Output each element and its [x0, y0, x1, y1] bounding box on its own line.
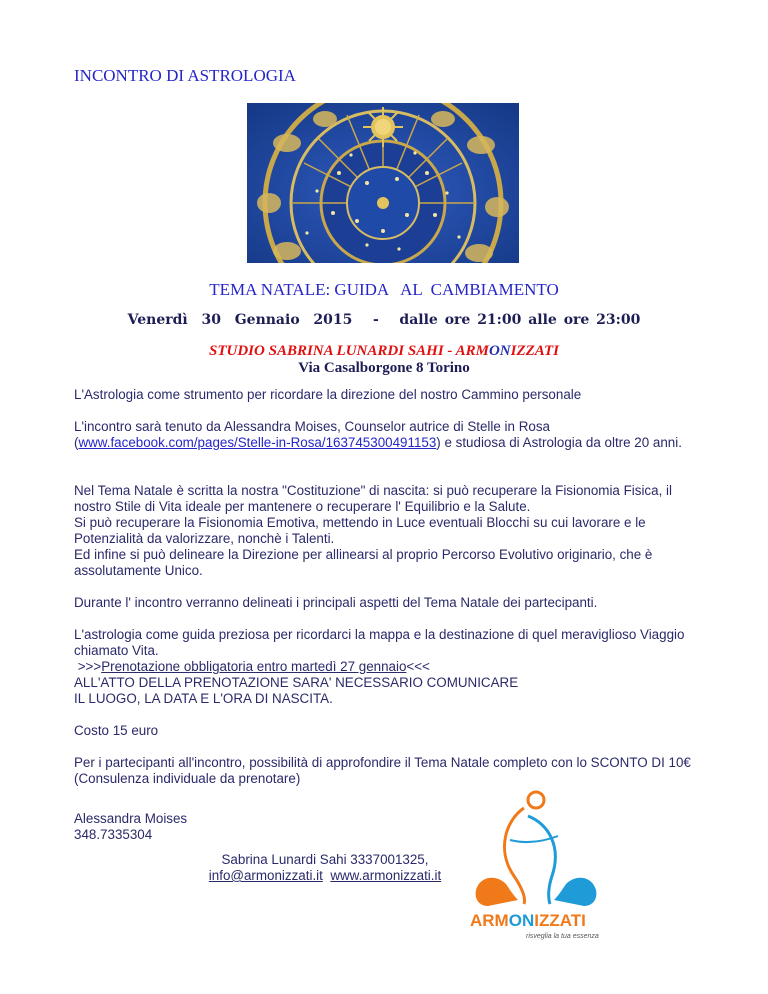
zodiac-clock-image: [247, 103, 519, 263]
website-link[interactable]: www.armonizzati.it: [330, 868, 442, 883]
svg-text:risveglia la tua essenza: risveglia la tua essenza: [526, 933, 599, 940]
contact-block: [200, 852, 450, 884]
paragraph-intro: L'Astrologia come strumento per ricordare la direzione del nostro Cammino personale: [74, 387, 582, 402]
contact-line: Sabrina Lunardi Sahi 3337001325,: [221, 852, 429, 867]
paragraph-booking: >>>Prenotazione obbligatoria entro martedì 27 gennaio<<< ALL'ATTO DELLA PRENOTAZIONE SARA' NECESSARIO COMUNICARE IL LUOGO, LA DATA E L'ORA DI NASCITA.: [74, 659, 519, 706]
paragraph-aspects: Durante l' incontro verranno delineati i principali aspetti del Tema Natale dei partecipanti.: [74, 595, 598, 610]
event-subtitle: TEMA NATALE: GUIDA AL CAMBIAMENTO: [209, 280, 559, 299]
author-name: Alessandra Moises: [74, 811, 188, 826]
author-phone: 348.7335304: [74, 827, 153, 842]
event-date: Venerdì 30 Gennaio 2015 - dalle ore 21:00 alle ore 23:00: [127, 312, 641, 328]
paragraph-discount: Per i partecipanti all'incontro, possibilità di approfondire il Tema Natale completo con lo SCONTO DI 10€ (Consulenza individuale da prenotare): [74, 755, 691, 786]
paragraph-cost: Costo 15 euro: [74, 723, 159, 738]
author-block: [74, 811, 274, 843]
paragraph-speaker: L'incontro sarà tenuto da Alessandra Moises, Counselor autrice di Stelle in Rosa (www.facebook.com/pages/Stelle-in-Rosa/163745300491153) e studiosa di Astrologia da oltre 20 anni.: [74, 419, 682, 450]
paragraph-guide: L'astrologia come guida preziosa per ricordarci la mappa e la destinazione di quel meraviglioso Viaggio chiamato Vita.: [74, 627, 685, 658]
armonizzati-logo: [466, 780, 606, 940]
email-link[interactable]: info@armonizzati.it: [208, 868, 323, 883]
svg-text:ARMONIZZATI: ARMONIZZATI: [470, 911, 586, 930]
facebook-link[interactable]: www.facebook.com/pages/Stelle-in-Rosa/163745300491153: [78, 435, 437, 450]
paragraph-tema-natale: Nel Tema Natale è scritta la nostra "Costituzione" di nascita: si può recuperare la Fisionomia Fisica, il nostro Stile di Vita ideale per mantenere o recuperare l' Equilibrio e la Salute. Si può recuperare la Fisionomia Emotiva, mettendo in Luce eventuali Blocchi su cui lavorare e le Potenzialità da valorizzare, nonchè i Talenti. Ed infine si può delineare la Direzione per allinearsi al proprio Percorso Evolutivo originario, che è assolutamente Unico.: [74, 483, 672, 578]
page-title: INCONTRO DI ASTROLOGIA: [74, 66, 296, 85]
studio-address: Via Casalborgone 8 Torino: [298, 360, 470, 376]
studio-name: STUDIO SABRINA LUNARDI SAHI - ARMONIZZATI: [209, 343, 559, 359]
